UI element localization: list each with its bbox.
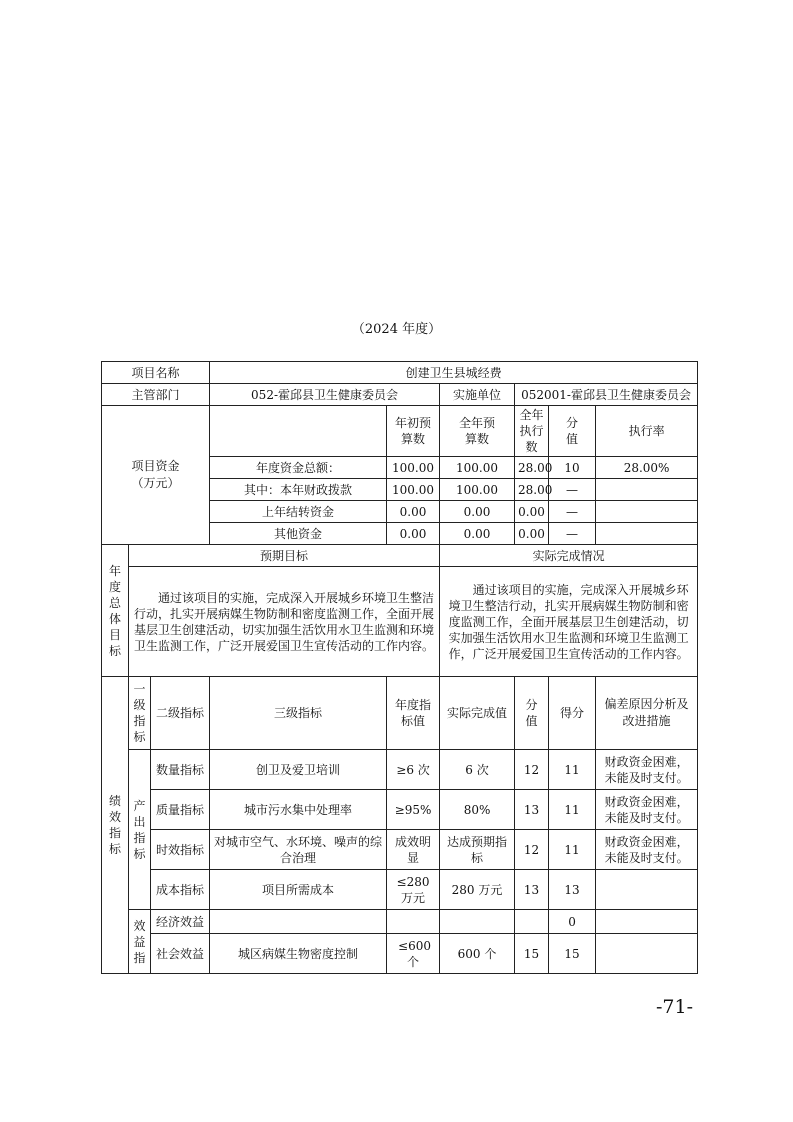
perf-level3: 城市污水集中处理率 — [210, 790, 387, 830]
perf-level2: 社会效益 — [151, 934, 210, 974]
perf-actual: 6 次 — [440, 750, 515, 790]
perf-row — [102, 830, 698, 870]
perf-row — [102, 790, 698, 830]
perf-level2: 时效指标 — [151, 830, 210, 870]
perf-level1-benefit: 效益指 — [129, 910, 151, 974]
perf-header-level2: 二级指标 — [151, 677, 210, 750]
funds-row-rate — [596, 501, 698, 523]
perf-actual — [440, 910, 515, 934]
funds-row-annual: 0.00 — [440, 501, 515, 523]
funds-row-rate: 28.00% — [596, 457, 698, 479]
perf-score-value — [515, 910, 549, 934]
perf-target: ≥95% — [387, 790, 440, 830]
perf-row — [102, 910, 698, 934]
perf-actual: 达成预期指标 — [440, 830, 515, 870]
perf-header-analysis: 偏差原因分析及改进措施 — [596, 677, 698, 750]
funds-row-score-value: — — [549, 479, 596, 501]
perf-score: 0 — [549, 910, 596, 934]
perf-score-value: 13 — [515, 870, 549, 910]
perf-score: 11 — [549, 790, 596, 830]
perf-analysis: 财政资金困难，未能及时支付。 — [596, 830, 698, 870]
funds-row-initial: 100.00 — [387, 479, 440, 501]
perf-level3: 对城市空气、水环境、噪声的综合治理 — [210, 830, 387, 870]
perf-score: 11 — [549, 750, 596, 790]
funds-row-initial: 100.00 — [387, 457, 440, 479]
perf-level2: 数量指标 — [151, 750, 210, 790]
goals-expected-text: 通过该项目的实施，完成深入开展城乡环境卫生整洁行动，扎实开展病媒生物防制和密度监测工作，全面开展基层卫生创建活动，切实加强生活饮用水卫生监测和环境卫生监测工作，广泛开展爱国卫生宣传活动的工作内容。 — [129, 567, 440, 677]
perf-row — [102, 870, 698, 910]
funds-header-blank — [210, 406, 387, 457]
perf-analysis: 财政资金困难，未能及时支付。 — [596, 790, 698, 830]
perf-actual: 600 个 — [440, 934, 515, 974]
funds-label: 项目资金（万元） — [102, 406, 210, 545]
perf-target: ≤600 个 — [387, 934, 440, 974]
unit-label: 实施单位 — [440, 384, 515, 406]
goals-expected-header: 预期目标 — [129, 545, 440, 567]
page-number: -71- — [655, 996, 693, 1018]
perf-target: ≤280 万元 — [387, 870, 440, 910]
dept: 052-霍邱县卫生健康委员会 — [210, 384, 440, 406]
perf-header-score: 得分 — [549, 677, 596, 750]
funds-row-executed: 28.00 — [515, 457, 549, 479]
perf-target — [387, 910, 440, 934]
perf-score-value: 12 — [515, 750, 549, 790]
funds-row-initial: 0.00 — [387, 501, 440, 523]
perf-score-value: 12 — [515, 830, 549, 870]
funds-row-name: 其中：本年财政拨款 — [210, 479, 387, 501]
funds-row-name: 其他资金 — [210, 523, 387, 545]
funds-row-name: 年度资金总额： — [210, 457, 387, 479]
dept-label: 主管部门 — [102, 384, 210, 406]
funds-row-score-value: — — [549, 501, 596, 523]
perf-header-level1: 一级指标 — [129, 677, 151, 750]
perf-header-level3: 三级指标 — [210, 677, 387, 750]
perf-target: 成效明显 — [387, 830, 440, 870]
funds-row-rate — [596, 523, 698, 545]
perf-row — [102, 934, 698, 974]
funds-row-annual: 0.00 — [440, 523, 515, 545]
perf-score-value: 13 — [515, 790, 549, 830]
perf-analysis — [596, 870, 698, 910]
perf-target: ≥6 次 — [387, 750, 440, 790]
perf-score: 15 — [549, 934, 596, 974]
funds-row-executed: 0.00 — [515, 501, 549, 523]
performance-label: 绩效指标 — [102, 677, 129, 974]
perf-actual: 280 万元 — [440, 870, 515, 910]
perf-level3: 创卫及爱卫培训 — [210, 750, 387, 790]
perf-header-target: 年度指标值 — [387, 677, 440, 750]
perf-level2: 质量指标 — [151, 790, 210, 830]
funds-row-executed: 28.00 — [515, 479, 549, 501]
funds-row-annual: 100.00 — [440, 479, 515, 501]
funds-row-executed: 0.00 — [515, 523, 549, 545]
perf-actual: 80% — [440, 790, 515, 830]
perf-header-score-value: 分值 — [515, 677, 549, 750]
perf-level3: 城区病媒生物密度控制 — [210, 934, 387, 974]
funds-row-annual: 100.00 — [440, 457, 515, 479]
unit: 052001-霍邱县卫生健康委员会 — [515, 384, 698, 406]
funds-row-name: 上年结转资金 — [210, 501, 387, 523]
performance-table — [101, 361, 698, 974]
funds-row-score-value: 10 — [549, 457, 596, 479]
perf-score-value: 15 — [515, 934, 549, 974]
perf-level3: 项目所需成本 — [210, 870, 387, 910]
project-name: 创建卫生县城经费 — [210, 362, 698, 384]
funds-row-score-value: — — [549, 523, 596, 545]
funds-row-initial: 0.00 — [387, 523, 440, 545]
perf-header-actual: 实际完成值 — [440, 677, 515, 750]
goals-actual-text: 通过该项目的实施，完成深入开展城乡环境卫生整洁行动，扎实开展病媒生物防制和密度监测工作，全面开展基层卫生创建活动，切实加强生活饮用水卫生监测和环境卫生监测工作，广泛开展爱国卫生宣传活动的工作内容。 — [440, 567, 698, 677]
funds-header-annual: 全年预算数 — [440, 406, 515, 457]
perf-level2: 成本指标 — [151, 870, 210, 910]
perf-analysis — [596, 910, 698, 934]
perf-level1-output: 产出指标 — [129, 750, 151, 910]
goals-actual-header: 实际完成情况 — [440, 545, 698, 567]
funds-row-rate — [596, 479, 698, 501]
perf-score: 13 — [549, 870, 596, 910]
perf-analysis — [596, 934, 698, 974]
funds-header-executed: 全年执行数 — [515, 406, 549, 457]
funds-header-initial: 年初预算数 — [387, 406, 440, 457]
perf-score: 11 — [549, 830, 596, 870]
perf-level3 — [210, 910, 387, 934]
perf-level2: 经济效益 — [151, 910, 210, 934]
funds-header-score-value: 分值 — [549, 406, 596, 457]
funds-header-rate: 执行率 — [596, 406, 698, 457]
year-label: （2024 年度） — [351, 322, 442, 337]
perf-row — [102, 750, 698, 790]
perf-analysis: 财政资金困难，未能及时支付。 — [596, 750, 698, 790]
project-name-label: 项目名称 — [102, 362, 210, 384]
goals-label: 年度总体目标 — [102, 545, 129, 677]
